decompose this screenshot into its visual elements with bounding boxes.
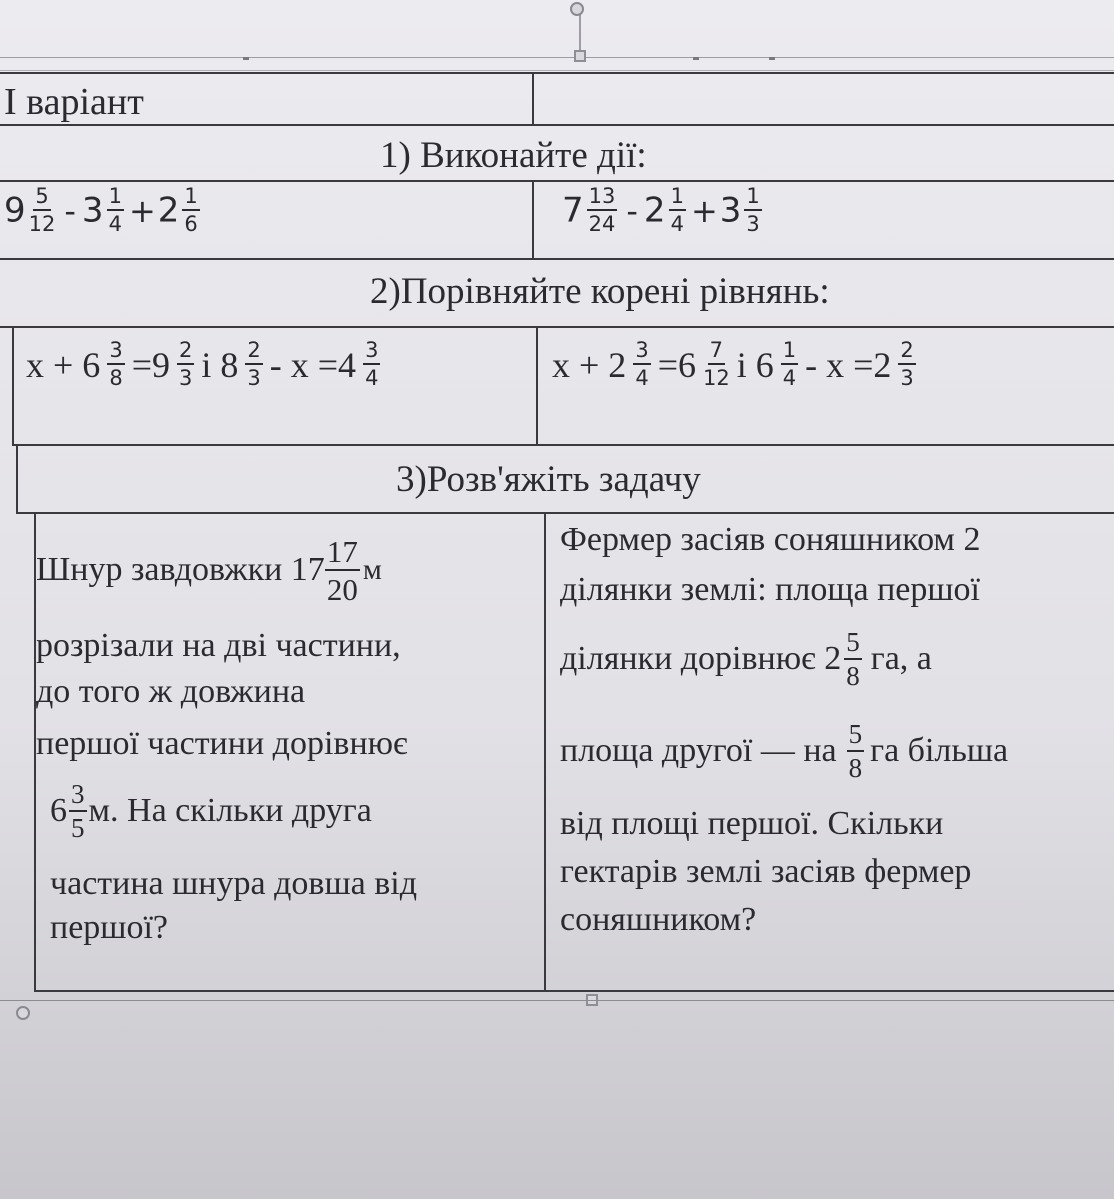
numerator: 3 <box>107 340 124 365</box>
row-line <box>0 124 1114 126</box>
denominator: 24 <box>588 212 616 236</box>
problem-right-line1: Фермер засіяв соняшником 2 <box>560 521 981 558</box>
equation-part: x + 6 <box>26 344 101 385</box>
numerator: 7 <box>708 340 725 365</box>
denominator: 8 <box>848 752 863 783</box>
equation-part: і 6 <box>736 344 774 385</box>
section2-heading: 2)Порівняйте корені рівнянь: <box>370 271 830 312</box>
denominator: 4 <box>670 212 684 236</box>
numerator: 2 <box>177 340 194 365</box>
problem-right-line7: соняшником? <box>560 901 757 938</box>
equation-part: - x =4 <box>269 344 357 385</box>
problem-right-line6: гектарів землі засіяв фермер <box>560 853 972 890</box>
denominator: 8 <box>846 660 860 691</box>
denominator: 20 <box>326 571 358 607</box>
row-line <box>0 326 1114 328</box>
col-line <box>536 326 538 446</box>
numerator: 1 <box>107 186 124 211</box>
denominator: 8 <box>109 366 123 390</box>
denominator: 4 <box>365 366 379 390</box>
numerator: 3 <box>363 340 380 365</box>
col-line <box>532 180 534 260</box>
col-line <box>544 512 546 992</box>
equations-left <box>22 340 383 389</box>
expression-left <box>4 186 203 235</box>
operator: + <box>690 191 718 230</box>
numerator: 2 <box>898 340 915 365</box>
denominator: 12 <box>703 366 730 390</box>
rotate-handle-icon[interactable] <box>570 2 584 16</box>
section3-heading: 3)Розв'яжіть задачу <box>396 459 701 500</box>
operator: + <box>128 191 156 230</box>
table-top-guide <box>0 70 1114 71</box>
text-run: м. На скільки друга <box>88 791 372 829</box>
equation-part: =9 <box>131 344 170 385</box>
whole-number: 3 <box>81 190 104 231</box>
page-edge-line <box>0 57 1114 58</box>
col-line <box>532 72 534 126</box>
equation-part: =6 <box>657 344 696 385</box>
operator: - <box>64 191 76 230</box>
row-line <box>12 444 1114 446</box>
numerator: 1 <box>781 340 798 365</box>
numerator: 5 <box>847 721 865 752</box>
unit: м <box>362 553 382 586</box>
whole-number: 2 <box>157 190 180 231</box>
denominator: 3 <box>247 366 261 390</box>
problem-left-line4: першої частини дорівнює <box>36 725 408 762</box>
text-run: Шнур завдовжки 17 <box>36 550 325 588</box>
denominator: 5 <box>71 812 85 843</box>
row-line <box>0 180 1114 182</box>
numerator: 1 <box>669 186 686 211</box>
whole-number: 9 <box>4 190 26 231</box>
table-border-top <box>0 72 1114 74</box>
problem-right-line4 <box>560 706 1114 796</box>
numerator: 3 <box>69 781 87 812</box>
col-line-left <box>16 444 18 514</box>
numerator: 3 <box>633 340 650 365</box>
denominator: 3 <box>179 366 193 390</box>
text-run: га, а <box>870 639 932 677</box>
denominator: 3 <box>900 366 914 390</box>
resize-handle-corner-icon[interactable] <box>16 1006 30 1020</box>
whole-number: 7 <box>562 190 584 231</box>
problem-left-line3: до того ж довжина <box>36 673 306 710</box>
denominator: 12 <box>28 212 56 236</box>
expression-right <box>562 186 765 235</box>
problem-left-line2: розрізали на дві частини, <box>36 627 401 664</box>
problem-left-line7: першої? <box>50 909 169 946</box>
problem-right-line3 <box>560 614 932 704</box>
equation-part: - x =2 <box>805 344 892 385</box>
problem-left-line1 <box>36 530 382 610</box>
resize-handle-top-icon[interactable] <box>574 50 586 62</box>
numerator: 2 <box>245 340 262 365</box>
equations-right <box>548 340 919 389</box>
numerator: 13 <box>587 186 618 211</box>
equation-part: і 8 <box>201 344 239 385</box>
ruler-tick <box>693 57 699 60</box>
whole-number: 3 <box>719 190 742 231</box>
table-border-bottom <box>34 990 1114 992</box>
denominator: 3 <box>746 212 760 236</box>
operator: - <box>626 191 638 230</box>
problem-right-line5: від площі першої. Скільки <box>560 805 944 842</box>
problem-right-line2: ділянки землі: площа першої <box>560 571 981 608</box>
numerator: 1 <box>182 186 199 211</box>
col-line-left <box>12 326 14 446</box>
ruler-tick <box>769 57 775 60</box>
denominator: 4 <box>108 212 122 236</box>
row-line <box>16 512 1114 514</box>
equation-part: x + 2 <box>552 344 627 385</box>
problem-left-line5 <box>50 768 372 854</box>
whole-number: 2 <box>643 190 666 231</box>
variant-title: І варіант <box>4 81 144 123</box>
numerator: 5 <box>844 629 862 660</box>
text-run: ділянки дорівнює 2 <box>560 639 842 677</box>
numerator: 17 <box>326 533 358 569</box>
row-line <box>0 258 1114 260</box>
text-run: площа другої — на <box>560 731 837 769</box>
page-bottom-line <box>0 1000 1114 1001</box>
numerator: 5 <box>33 186 50 211</box>
whole-number: 6 <box>50 791 67 829</box>
problem-left-line6: частина шнура довша від <box>50 865 418 902</box>
denominator: 6 <box>184 212 198 236</box>
denominator: 4 <box>782 366 797 390</box>
ruler-tick <box>243 57 249 60</box>
denominator: 4 <box>635 366 649 390</box>
section1-heading: 1) Виконайте дії: <box>380 135 647 176</box>
numerator: 1 <box>744 186 761 211</box>
text-run: га більша <box>870 731 1009 769</box>
